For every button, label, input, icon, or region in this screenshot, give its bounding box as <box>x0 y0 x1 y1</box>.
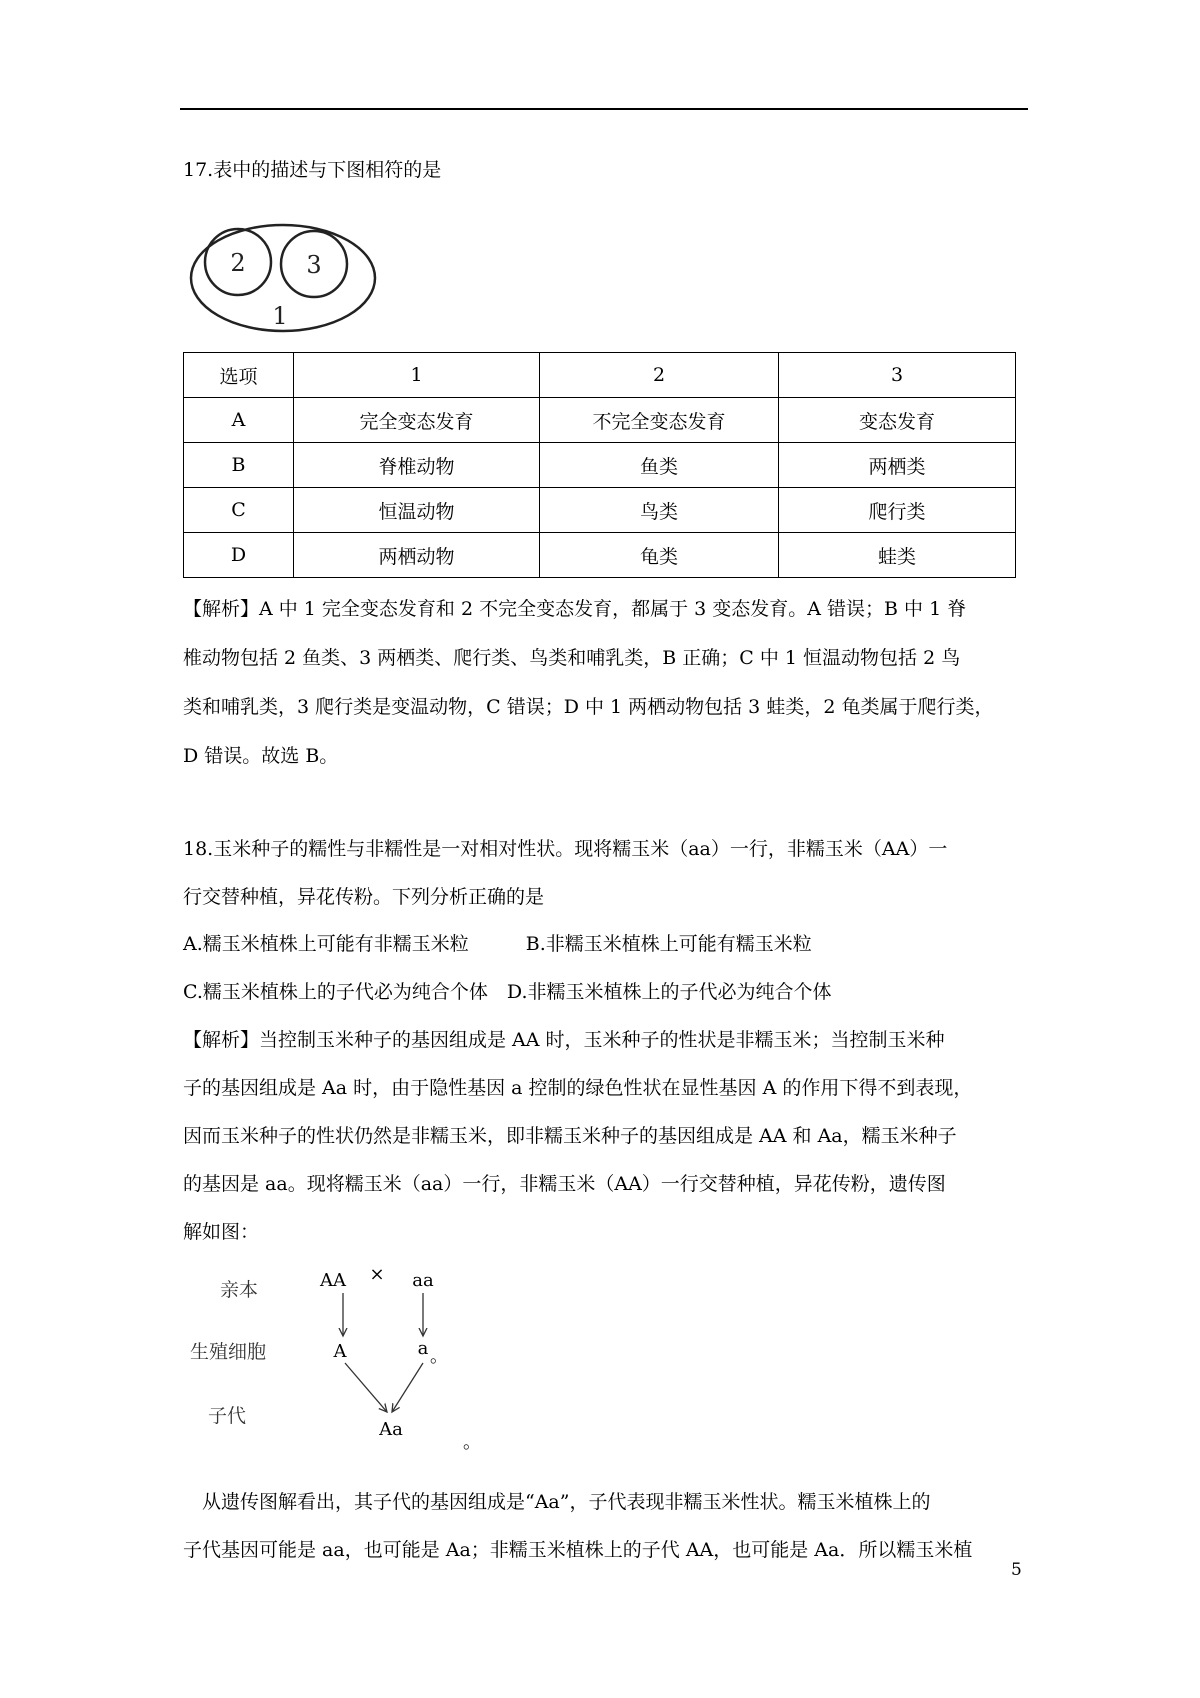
venn-label-3: 3 <box>306 251 322 279</box>
table-cell: 不完全变态发育 <box>540 398 779 443</box>
arrow-gamete1-offspring <box>345 1363 387 1412</box>
q18-option-line: C.糯玉米植株上的子代必为纯合个体 D.非糯玉米植株上的子代必为纯合个体 <box>183 981 832 1003</box>
table-cell: 爬行类 <box>779 488 1016 533</box>
table-cell: 两栖动物 <box>294 533 540 578</box>
q18-analysis-line: 因而玉米种子的性状仍然是非糯玉米，即非糯玉米种子的基因组成是 AA 和 Aa，糯玉米种子 <box>183 1125 957 1147</box>
table-row <box>184 398 1016 443</box>
label-parents: 亲本 <box>220 1279 259 1301</box>
q17-analysis-line: 椎动物包括 2 鱼类、3 两栖类、爬行类、鸟类和哺乳类，B 正确；C 中 1 恒温动物包括 2 鸟 <box>183 647 961 669</box>
label-gametes: 生殖细胞 <box>190 1341 267 1363</box>
table-row <box>184 443 1016 488</box>
gamete-a-dominant: A <box>333 1341 347 1362</box>
table-row <box>184 488 1016 533</box>
venn-label-1: 1 <box>272 302 288 330</box>
gamete-period-mark: 。 <box>430 1346 448 1367</box>
header-rule <box>180 108 1028 110</box>
table-cell: C <box>184 488 294 533</box>
table-cell: 蛙类 <box>779 533 1016 578</box>
table-cell: 完全变态发育 <box>294 398 540 443</box>
q17-analysis-line: 类和哺乳类，3 爬行类是变温动物，C 错误；D 中 1 两栖动物包括 3 蛙类，2 龟类属于爬行类， <box>183 696 994 718</box>
table-cell: 龟类 <box>540 533 779 578</box>
arrow-gamete2-offspring <box>392 1363 423 1412</box>
offspring-genotype: Aa <box>379 1419 403 1440</box>
parent-genotype-aa-recessive: aa <box>412 1270 434 1291</box>
q18-conclusion-line: 从遗传图解看出，其子代的基因组成是“Aa”，子代表现非糯玉米性状。糯玉米植株上的 <box>183 1491 931 1513</box>
q18-question-line: 行交替种植，异花传粉。下列分析正确的是 <box>183 886 545 908</box>
q18-conclusion-line: 子代基因可能是 aa，也可能是 Aa；非糯玉米植株上的子代 AA，也可能是 Aa．所以糯玉米植 <box>183 1539 973 1561</box>
parent-genotype-aa-dominant: AA <box>320 1270 346 1291</box>
table-cell: A <box>184 398 294 443</box>
table-cell: D <box>184 533 294 578</box>
gamete-a-recessive: a <box>417 1338 429 1359</box>
table-header-cell: 3 <box>779 353 1016 398</box>
table-cell: 恒温动物 <box>294 488 540 533</box>
diagram-period-mark: 。 <box>463 1432 481 1453</box>
table-header-cell: 1 <box>294 353 540 398</box>
q17-analysis-line: 【解析】A 中 1 完全变态发育和 2 不完全变态发育，都属于 3 变态发育。A 错误；B 中 1 脊 <box>183 598 967 620</box>
q18-analysis-line: 【解析】当控制玉米种子的基因组成是 AA 时，玉米种子的性状是非糯玉米；当控制玉米种 <box>183 1029 945 1051</box>
label-offspring: 子代 <box>208 1405 247 1427</box>
table-cell: 变态发育 <box>779 398 1016 443</box>
q18-analysis-line: 的基因是 aa。现将糯玉米（aa）一行，非糯玉米（AA）一行交替种植，异花传粉，遗传图 <box>183 1173 946 1195</box>
q18-analysis-line: 解如图： <box>183 1221 260 1243</box>
options-table <box>183 352 1016 578</box>
q18-analysis-line: 子的基因组成是 Aa 时，由于隐性基因 a 控制的绿色性状在显性基因 A 的作用下得不到表现， <box>183 1077 973 1099</box>
q17-analysis-line: D 错误。故选 B。 <box>183 745 339 767</box>
table-cell: 两栖类 <box>779 443 1016 488</box>
table-cell: B <box>184 443 294 488</box>
q18-question-line: 18.玉米种子的糯性与非糯性是一对相对性状。现将糯玉米（aa）一行，非糯玉米（AA）一 <box>183 838 948 860</box>
table-header-row <box>184 353 1016 398</box>
table-cell: 鸟类 <box>540 488 779 533</box>
page-number: 5 <box>1011 1560 1022 1580</box>
table-header-cell: 选项 <box>184 353 294 398</box>
table-cell: 脊椎动物 <box>294 443 540 488</box>
q17-question: 17.表中的描述与下图相符的是 <box>183 159 442 181</box>
cross-symbol: × <box>369 1264 385 1285</box>
venn-label-2: 2 <box>230 249 246 277</box>
venn-diagram <box>188 222 378 334</box>
table-row <box>184 533 1016 578</box>
table-header-cell: 2 <box>540 353 779 398</box>
table-cell: 鱼类 <box>540 443 779 488</box>
genetic-cross-diagram <box>190 1258 490 1468</box>
q18-option-line: A.糯玉米植株上可能有非糯玉米粒 B.非糯玉米植株上可能有糯玉米粒 <box>183 933 812 955</box>
